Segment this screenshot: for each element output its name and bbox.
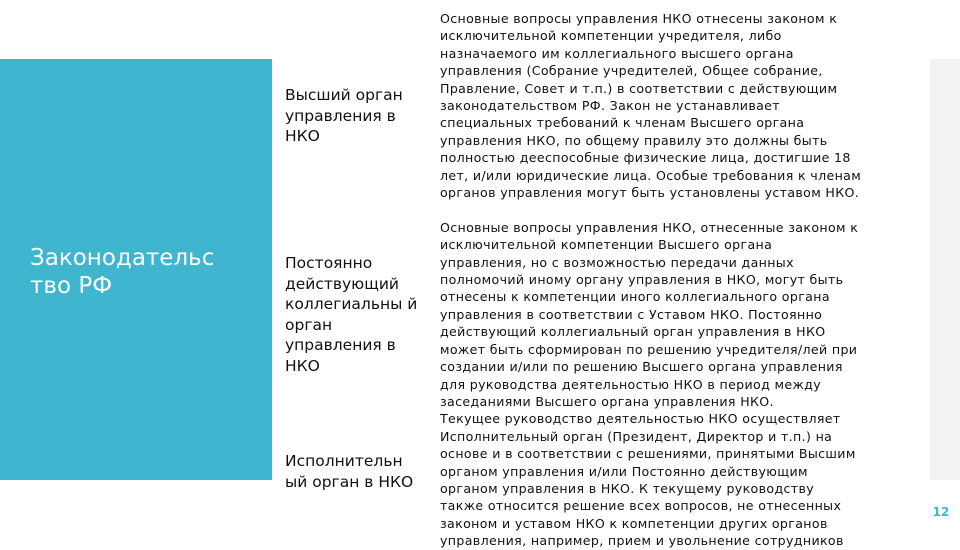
content-text [440,10,920,549]
row-label-supreme-body: Высший орган управления в НКО [285,86,403,145]
page-number: 12 [932,505,950,519]
row-label-executive-body: Исполнительн ый орган в НКО [285,452,414,491]
paragraph-executive-body: Текущее руководство деятельностью НКО осуществляет Исполнительный орган (Президент, Директор и т.п.) на основе и в соответствии с решениями, принятыми Высшим органом управления и/или Постоянно действующим органом управления в НКО. К текущему руководству также относится решение всех вопросов, не отнесенных законом и уставом НКО к компетенции других органов управления, например, прием и увольнение сотрудников [440,411,856,549]
paragraph-collegial-body: Основные вопросы управления НКО, отнесенные законом к исключительной компетенции Высшего органа управления, но с возможностью передачи данных полномочий иному органу управления в НКО, могут быть отнесены к компетенции иного коллегиального органа управления в соответствии с Уставом НКО. Постоянно действующий коллегиальный орган управления в НКО может быть сформирован по решению учредителя/лей при создании и/или по решению Высшего органа управления для руководства деятельностью НКО в период между заседаниями Высшего органа управления НКО. [440,219,859,409]
paragraph-gap [440,201,920,218]
section-title: Законодательс тво РФ [30,245,215,299]
paragraph-supreme-body: Основные вопросы управления НКО отнесены законом к исключительной компетенции учредителя, либо назначаемого им коллегиального высшего органа управления (Собрание учредителей, Общее собрание, Правление, Совет и т.п.) в соответствии с действующим законодательством РФ. Закон не устанавливает специальных требований к членам Высшего органа управления НКО, по общему правилу это должны быть полностью дееспособные физические лица, достигшие 18 лет, и/или юридические лица. Особые требования к членам органов управления могут быть установлены уставом НКО. [440,11,862,201]
row-labels [285,0,425,540]
right-decor-strip [930,59,960,480]
row-label-collegial-body: Постоянно действующий коллегиальны й орган управления в НКО [285,254,418,375]
